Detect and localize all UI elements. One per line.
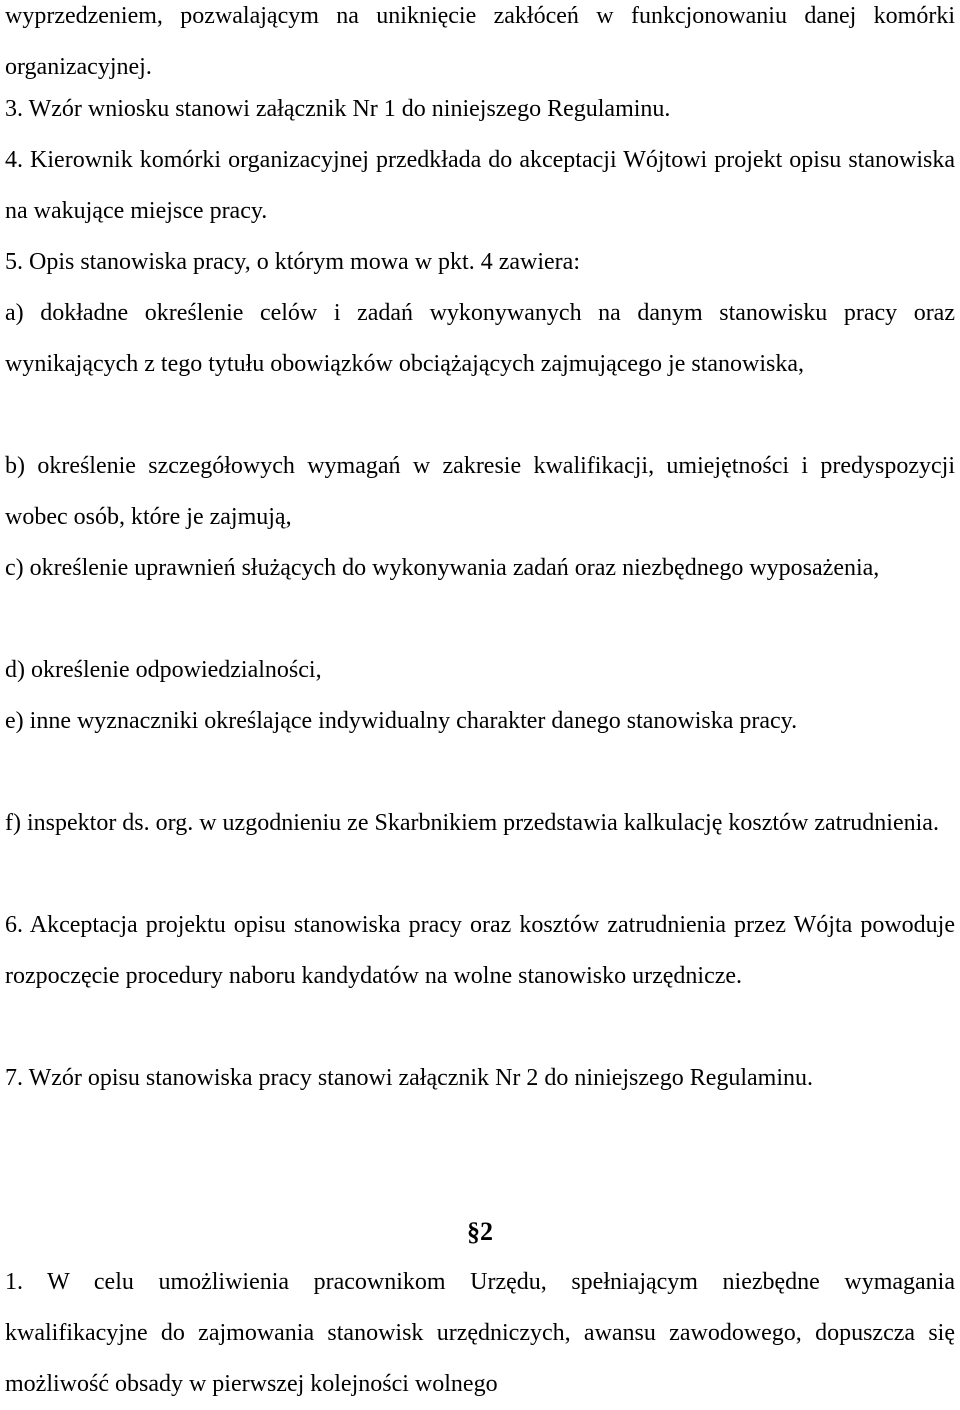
paragraph-section2-1: 1. W celu umożliwienia pracownikom Urzędu, spełniającym niezbędne wymagania kwalifikacyjne do zajmowania stanowisk urzędniczych, awansu zawodowego, dopuszcza się możliwość obsady w pierwszej kolejności wolnego [5, 1269, 955, 1397]
list-item-b: b) określenie szczegółowych wymagań w zakresie kwalifikacji, umiejętności i predyspozycji wobec osób, które je zajmują, [5, 453, 955, 530]
paragraph-7: 7. Wzór opisu stanowiska pracy stanowi załącznik Nr 2 do niniejszego Regulaminu. [5, 1065, 814, 1091]
list-item-a: a) dokładne określenie celów i zadań wykonywanych na danym stanowisku pracy oraz wynikających z tego tytułu obowiązków obciążających zajmującego je stanowiska, [5, 300, 955, 377]
paragraph-5: 5. Opis stanowiska pracy, o którym mowa w pkt. 4 zawiera: [5, 249, 580, 275]
list-item-d: d) określenie odpowiedzialności, [5, 657, 322, 683]
list-item-c: c) określenie uprawnień służących do wykonywania zadań oraz niezbędnego wyposażenia, [5, 555, 880, 581]
list-item-f: f) inspektor ds. org. w uzgodnieniu ze Skarbnikiem przedstawia kalkulację kosztów zatrudnienia. [5, 810, 939, 836]
list-item-e: e) inne wyznaczniki określające indywidualny charakter danego stanowiska pracy. [5, 708, 798, 734]
paragraph-3: 3. Wzór wniosku stanowi załącznik Nr 1 do niniejszego Regulaminu. [5, 96, 671, 122]
paragraph-6: 6. Akceptacja projektu opisu stanowiska pracy oraz kosztów zatrudnienia przez Wójta powoduje rozpoczęcie procedury naboru kandydatów na wolne stanowisko urzędnicze. [5, 912, 955, 989]
paragraph-continuation: wyprzedzeniem, pozwalającym na uniknięcie zakłóceń w funkcjonowaniu danej komórki organizacyjnej. [5, 3, 955, 80]
section-heading: §2 [467, 1217, 493, 1246]
paragraph-4: 4. Kierownik komórki organizacyjnej przedkłada do akceptacji Wójtowi projekt opisu stanowiska na wakujące miejsce pracy. [5, 147, 955, 224]
